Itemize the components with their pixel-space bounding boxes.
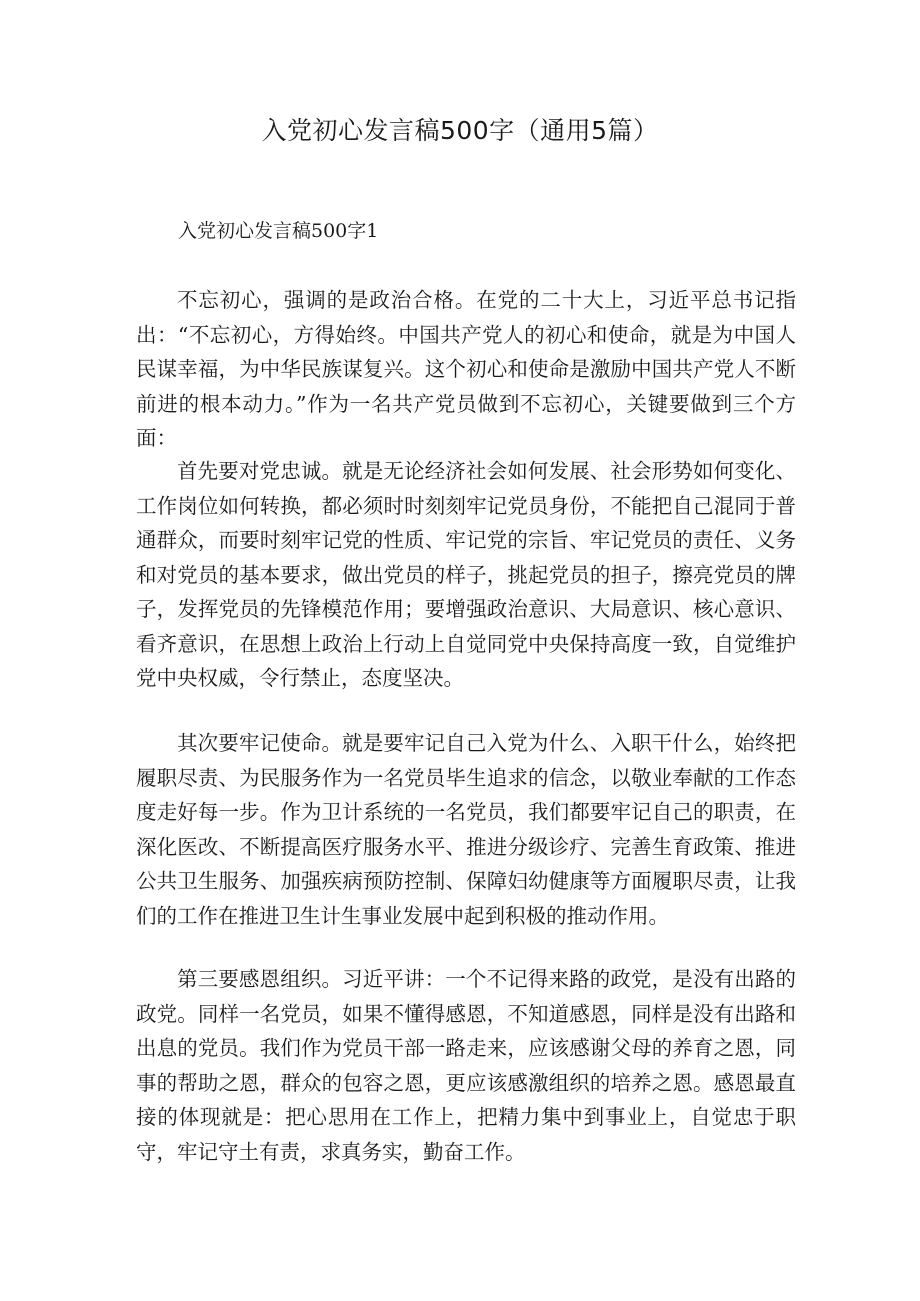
paragraph: 第三要感恩组织。习近平讲：一个不记得来路的政党，是没有出路的政党。同样一名党员，如果不懂得感恩，不知道感恩，同样是没有出路和出息的党员。我们作为党员干部一路走来，应该感谢父母的养育之恩，同事的帮助之恩，群众的包容之恩，更应该感激组织的培养之恩。感恩最直接的体现就是：把心思用在工作上，把精力集中到事业上，自觉忠于职守，牢记守土有责，求真务实，勤奋工作。	[136, 967, 796, 1164]
document-title: 入党初心发言稿500字（通用5篇）	[261, 116, 659, 145]
section-heading: 入党初心发言稿500字1	[178, 220, 379, 242]
paragraph: 首先要对党忠诚。就是无论经济社会如何发展、社会形势如何变化、工作岗位如何转换，都必须时时刻刻牢记党员身份，不能把自己混同于普通群众，而要时刻牢记党的性质、牢记党的宗旨、牢记党员的责任、义务和对党员的基本要求，做出党员的样子，挑起党员的担子，擦亮党员的牌子，发挥党员的先锋模范作用；要增强政治意识、大局意识、核心意识、看齐意识，在思想上政治上行动上自觉同党中央保持高度一致，自觉维护党中央权威，令行禁止，态度坚决。	[136, 459, 796, 690]
paragraph: 不忘初心，强调的是政治合格。在党的二十大上，习近平总书记指出：“不忘初心，方得始终。中国共产党人的初心和使命，就是为中国人民谋幸福，为中华民族谋复兴。这个初心和使命是激励中国共产党人不断前进的根本动力。”作为一名共产党员做到不忘初心，关键要做到三个方面：	[136, 288, 796, 450]
paragraph: 其次要牢记使命。就是要牢记自己入党为什么、入职干什么，始终把履职尽责、为民服务作为一名党员毕生追求的信念，以敬业奉献的工作态度走好每一步。作为卫计系统的一名党员，我们都要牢记自己的职责，在深化医改、不断提高医疗服务水平、推进分级诊疗、完善生育政策、推进公共卫生服务、加强疾病预防控制、保障妇幼健康等方面履职尽责，让我们的工作在推进卫生计生事业发展中起到积极的推动作用。	[136, 731, 796, 928]
